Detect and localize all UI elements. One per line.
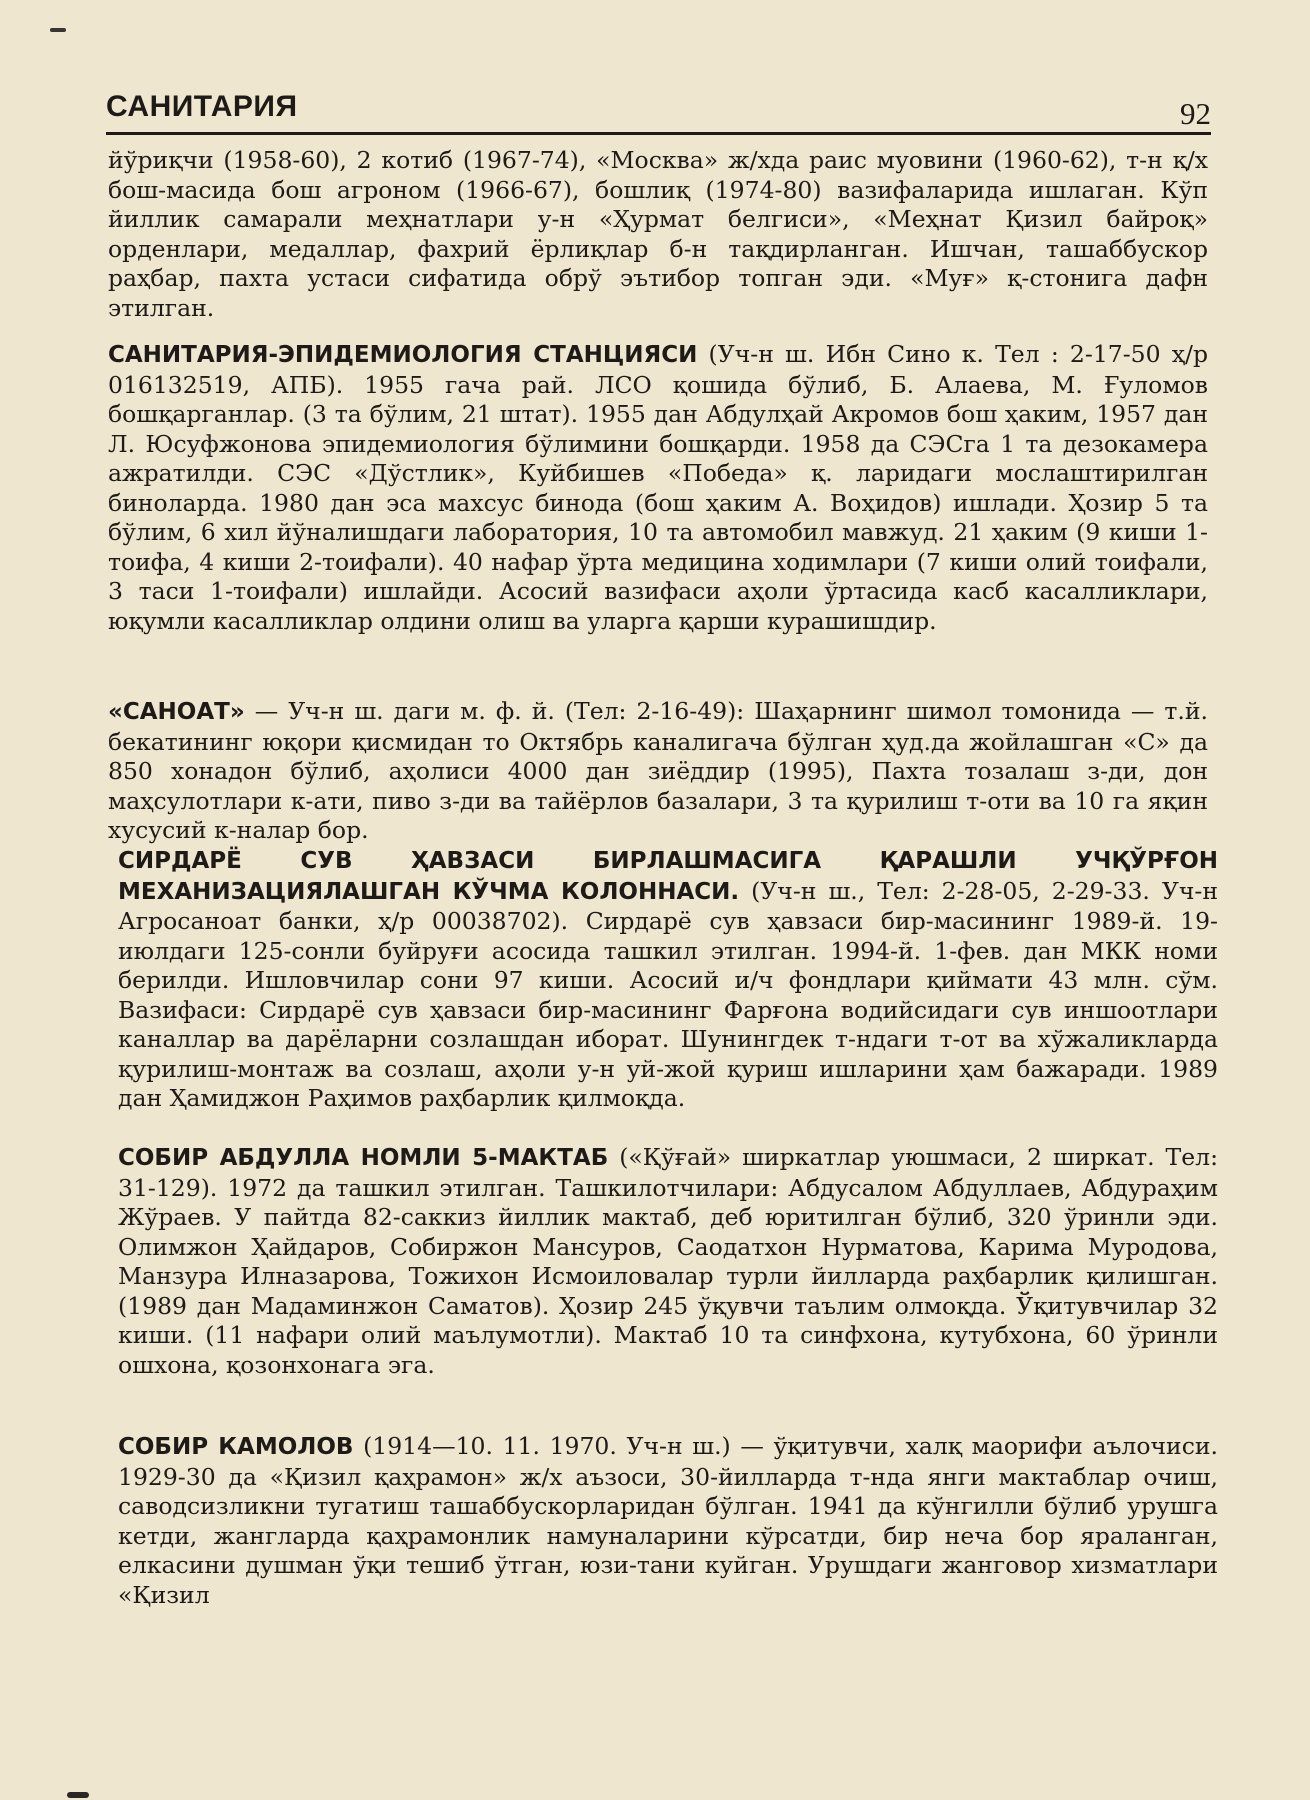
entry-text: (Уч-н ш., Тел: 2-28-05, 2-29-33. Уч-н Агросаноат банки, ҳ/р 00038702). Сирдарё сув ҳавзаси бир-масининг 1989-й. 19-июлдаги 125-сонли буйруғи асосида ташкил этилган. 1994-й. 1-фев. дан МКК номи берилди. Ишловчилар сони 97 киши. Асосий и/ч фондлари қиймати 43 млн. сўм. Вазифаси: Сирдарё сув ҳавзаси бир-масининг Фарғона водийсидаги сув иншоотлари каналлар ва дарёларни созлашдан иборат. Шунингдек т-ндаги т-от ва хўжаликларда қурилиш-монтаж ва созлаш, аҳоли у-н уй-жой қуриш ишларини ҳам бажаради. 1989 дан Ҳамиджон Раҳимов раҳбарлик қилмоқда. [118,876,1218,1112]
entry-sobir-kamolov [118,1432,1218,1610]
entry-school-5 [118,1143,1218,1380]
header-rule [106,132,1211,135]
entry-syrdarya-column [118,846,1218,1114]
entry-continued-biography [108,146,1208,323]
entry-heading: СОБИР КАМОЛОВ [118,1434,354,1460]
print-speck-bottom [67,1792,89,1798]
page-number: 92 [1180,96,1211,131]
entry-text: (Уч-н ш. Ибн Сино к. Тел : 2-17-50 ҳ/р 016132519, АПБ). 1955 гача рай. ЛСО қошида бўлиб, Б. Алаева, М. Ғуломов бошқарганлар. (3 та бўлим, 21 штат). 1955 дан Абдулҳай Акромов бош ҳаким, 1957 дан Л. Юсуфжонова эпидемиология бўлимини бошқарди. 1958 да СЭСга 1 та дезокамера ажратилди. СЭС «Дўстлик», Куйбишев «Победа» қ. ларидаги мослаштирилган биноларда. 1980 дан эса махсус бинода (бош ҳаким А. Воҳидов) ишлади. Ҳозир 5 та бўлим, 6 хил йўналишдаги лаборатория, 10 та автомобил мавжуд. 21 ҳаким (9 киши 1-тоифа, 4 киши 2-тоифали). 40 нафар ўрта медицина ходимлари (7 киши олий тоифали, 3 таси 1-тоифали) ишлайди. Асосий вазифаси аҳоли ўртасида касб касалликлари, юқумли касалликлар олдини олиш ва уларга қарши курашишдир. [108,340,1208,635]
print-speck [50,28,66,32]
entry-text: (1914—10. 11. 1970. Уч-н ш.) — ўқитувчи, халқ маорифи аълочиси. 1929-30 да «Қизил қаҳрамон» ж/х аъзоси, 30-йилларда т-нда янги мактаблар очиш, саводсизликни тугатиш ташаббускорларидан бўлган. 1941 да кўнгилли бўлиб урушга кетди, жангларда қаҳрамонлик намуналарини кўрсатди, бир неча бор яраланган, елкасини душман ўқи тешиб ўтган, юзи-тани куйган. Урушдаги жанговор хизматлари «Қизил [118,1432,1218,1609]
entry-sanoat [108,697,1208,846]
entry-heading: СИРДАРЁ СУВ ҲАВЗАСИ БИРЛАШМАСИГА ҚАРАШЛИ УЧҚЎРҒОН МЕХАНИЗАЦИЯЛАШГАН КЎЧМА КОЛОННАСИ. [118,848,1218,905]
running-head [106,86,1211,138]
section-title: САНИТАРИЯ [106,90,298,123]
entry-text: йўриқчи (1958-60), 2 котиб (1967-74), «Москва» ж/хда раис муовини (1960-62), т-н қ/х бош-масида бош агроном (1966-67), бошлиқ (1974-80) вазифаларида ишлаган. Кўп йиллик самарали меҳнатлари у-н «Ҳурмат белгиси», «Меҳнат Қизил байроқ» орденлари, медаллар, фахрий ёрлиқлар б-н тақдирланган. Ишчан, ташаббускор раҳбар, пахта устаси сифатида обрў эътибор топган эди. «Муғ» қ-стонига дафн этилган. [108,146,1208,322]
entry-sanitary-station [108,340,1208,636]
entry-text: — Уч-н ш. даги м. ф. й. (Тел: 2-16-49): Шаҳарнинг шимол томонида — т.й. бекатининг юқори қисмидан то Октябрь каналигача бўлган ҳуд.да жойлашган «С» да 850 хонадон бўлиб, аҳолиси 4000 дан зиёддир (1995), Пахта тозалаш з-ди, дон маҳсулотлари к-ати, пиво з-ди ва тайёрлов базалари, 3 та қурилиш т-оти ва 10 га яқин хусусий к-налар бор. [108,697,1208,844]
entry-heading: СОБИР АБДУЛЛА НОМЛИ 5-МАКТАБ [118,1145,609,1171]
entry-heading: САНИТАРИЯ-ЭПИДЕМИОЛОГИЯ СТАНЦИЯСИ [108,342,698,368]
entry-heading: «САНОАТ» [108,699,245,725]
entry-text: («Қўғай» ширкатлар уюшмаси, 2 ширкат. Тел: 31-129). 1972 да ташкил этилган. Ташкилотчилари: Абдусалом Абдуллаев, Абдураҳим Жўраев. У пайтда 82-саккиз йиллик мактаб, деб юритилган бўлиб, 320 ўринли эди. Олимжон Ҳайдаров, Собиржон Мансуров, Саодатхон Нурматова, Карима Муродова, Манзура Илназарова, Тожихон Исмоиловалар турли йилларда раҳбарлик қилишган. (1989 дан Мадаминжон Саматов). Ҳозир 245 ўқувчи таълим олмоқда. Ўқитувчилар 32 киши. (11 нафари олий маълумотли). Мактаб 10 та синфхона, кутубхона, 60 ўринли ошхона, қозонхонага эга. [118,1143,1218,1379]
